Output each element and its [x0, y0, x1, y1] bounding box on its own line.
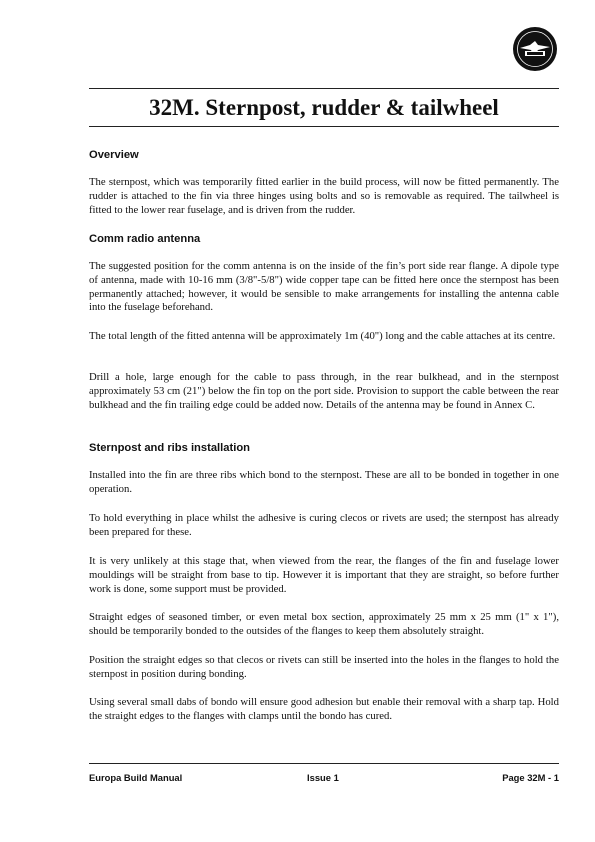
footer-issue: Issue 1 [307, 772, 339, 783]
page-title: 32M. Sternpost, rudder & tailwheel [149, 95, 499, 120]
heading-overview: Overview [89, 149, 139, 161]
paragraph: The sternpost, which was temporarily fitted earlier in the build process, will now be fitted permanently. The rudder is attached to the fin via three hinges using bolts and so is removable as required. The tailwheel is fitted to the lower rear fuselage, and is driven from the rudder. [89, 176, 559, 216]
title-top-rule [89, 88, 559, 89]
footer-page-number: Page 32M - 1 [502, 772, 559, 783]
title-bottom-rule [89, 126, 559, 127]
paragraph: Installed into the fin are three ribs which bond to the sternpost. These are all to be bonded in together in one operation. [89, 469, 559, 495]
heading-comm-radio-antenna: Comm radio antenna [89, 233, 201, 245]
paragraph: To hold everything in place whilst the adhesive is curing clecos or rivets are used; the sternpost has already been prepared for these. [89, 512, 559, 538]
footer-rule [89, 763, 559, 764]
paragraph: The suggested position for the comm antenna is on the inside of the fin’s port side rear flange. A dipole type of antenna, made with 10-16 mm (3/8"-5/8") wide copper tape can be fitted here once the sternpost has been permanently attached; however, it would be sensible to make arrangements for installing the antenna cable into the fuselage beforehand. [89, 260, 559, 314]
paragraph: The total length of the fitted antenna will be approximately 1m (40") long and the cable attaches at its centre. [89, 330, 556, 342]
heading-sternpost-and-ribs: Sternpost and ribs installation [89, 442, 250, 454]
emblem-logo [512, 26, 558, 72]
paragraph: Using several small dabs of bondo will ensure good adhesion but enable their removal with a sharp tap. Hold the straight edges to the flanges with clamps until the bondo has cured. [89, 696, 559, 722]
paragraph: Position the straight edges so that clecos or rivets can still be inserted into the holes in the flanges to hold the sternpost in position during bonding. [89, 654, 559, 680]
paragraph: Drill a hole, large enough for the cable to pass through, in the rear bulkhead, and in the sternpost approximately 53 cm (21") below the fin top on the port side. Provision to support the cable between the rear bulkhead and the fin trailing edge could be added now. Details of the antenna may be found in Annex C. [89, 371, 559, 411]
paragraph: Straight edges of seasoned timber, or even metal box section, approximately 25 mm x 25 mm (1" x 1"), should be temporarily bonded to the outsides of the flanges to keep them absolutely straight. [89, 611, 559, 637]
footer-manual-name: Europa Build Manual [89, 772, 183, 783]
paragraph: It is very unlikely at this stage that, when viewed from the rear, the flanges of the fin and fuselage lower mouldings will be straight from base to tip. However it is important that they are straight, so before further work is done, some support must be provided. [89, 555, 559, 595]
